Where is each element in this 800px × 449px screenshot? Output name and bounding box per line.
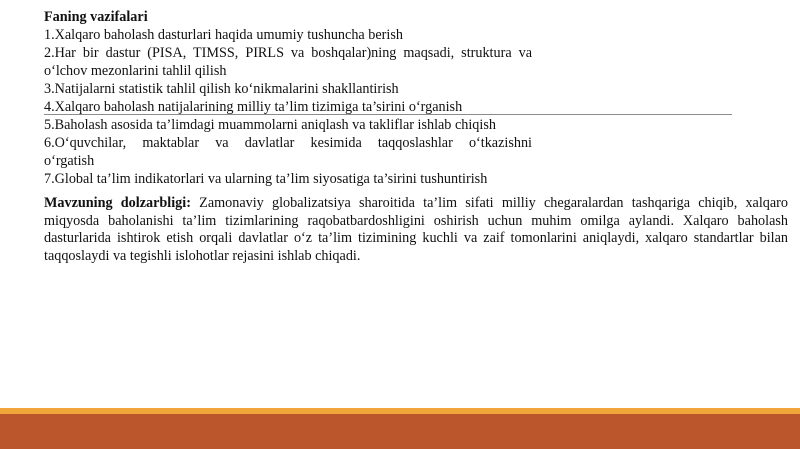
topic-relevance-text: Zamonaviy globalizatsiya sharoitida ta’lim sifati milliy chegaralardan tashqariga chiqib, xalqaro miqyosda baholanishi ta’lim tizimlarining raqobatbardoshligini oshirish uchun muhim omilga aylandi. Xalqaro baholash dasturlarida ishtirok etish orqali davlatlar o‘z ta’lim tizimining kuchli va zaif tomonlarini aniqlaydi, xalqaro standartlar bilan taqqoslaydi va tegishli islohotlar rejasini ishlab chiqadi. xyxy=(44,195,788,264)
course-tasks-section xyxy=(44,8,532,188)
divider-line xyxy=(44,114,732,115)
task-item-3: 3.Natijalarni statistik tahlil qilish ko‘nikmalarini shakllantirish xyxy=(44,81,399,97)
topic-relevance-label: Mavzuning dolzarbligi: xyxy=(44,195,191,211)
task-item-1: 1.Xalqaro baholash dasturlari haqida umumiy tushuncha berish xyxy=(44,27,403,43)
task-item-7: 7.Global ta’lim indikatorlari va ularning ta’lim siyosatiga ta’sirini tushuntirish xyxy=(44,171,488,187)
slide-content xyxy=(44,8,788,280)
task-item-6-continued: o‘rgatish xyxy=(44,153,95,169)
task-item-2-continued: o‘lchov mezonlarini tahlil qilish xyxy=(44,63,227,79)
footer-bar xyxy=(0,414,800,449)
task-item-6: 6.O‘quvchilar, maktablar va davlatlar kesimida taqqoslashlar o‘tkazishni xyxy=(44,135,532,151)
task-item-5: 5.Baholash asosida ta’limdagi muammolarni aniqlash va takliflar ishlab chiqish xyxy=(44,117,496,133)
topic-relevance-paragraph xyxy=(44,195,788,265)
task-item-4: 4.Xalqaro baholash natijalarining milliy ta’lim tizimiga ta’sirini o‘rganish xyxy=(44,99,463,115)
task-item-2: 2.Har bir dastur (PISA, TIMSS, PIRLS va boshqalar)ning maqsadi, struktura va xyxy=(44,45,532,61)
course-tasks-title: Faning vazifalari xyxy=(44,9,148,25)
